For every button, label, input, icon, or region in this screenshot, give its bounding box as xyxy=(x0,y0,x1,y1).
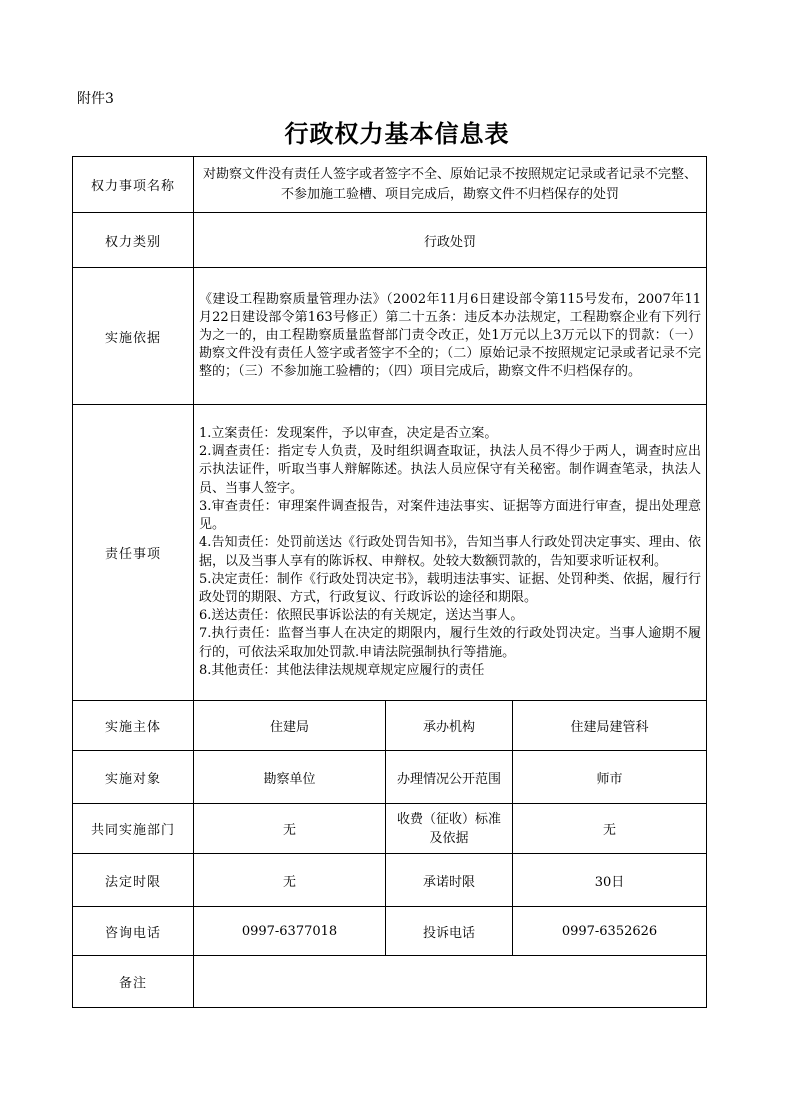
row-responsibility xyxy=(73,405,707,701)
row-joint xyxy=(73,804,707,854)
power-type-label: 权力类别 xyxy=(73,213,194,268)
power-name-label: 权力事项名称 xyxy=(73,157,194,213)
duty-item-1: 1.立案责任：发现案件，予以审查，决定是否立案。 xyxy=(199,426,498,442)
fee-standard-label: 收费（征收）标准及依据 xyxy=(386,804,513,854)
row-power-type xyxy=(73,213,707,268)
fee-standard-value: 无 xyxy=(513,804,707,854)
row-time-limit xyxy=(73,854,707,907)
consult-phone-value: 0997-6377018 xyxy=(194,907,386,956)
complaint-phone-value: 0997-6352626 xyxy=(513,907,707,956)
row-contact xyxy=(73,907,707,956)
legal-time-limit-value: 无 xyxy=(194,854,386,907)
info-table xyxy=(72,156,707,1008)
subject-label: 实施主体 xyxy=(73,701,194,751)
disclosure-scope-label: 办理情况公开范围 xyxy=(386,751,513,804)
row-subject xyxy=(73,701,707,751)
promised-time-limit-label: 承诺时限 xyxy=(386,854,513,907)
joint-department-value: 无 xyxy=(194,804,386,854)
row-target xyxy=(73,751,707,804)
power-type-value: 行政处罚 xyxy=(194,213,707,268)
agency-label: 承办机构 xyxy=(386,701,513,751)
duty-item-3: 3.审查责任：审理案件调查报告，对案件违法事实、证据等方面进行审查，提出处理意见。 xyxy=(199,498,702,533)
disclosure-scope-value: 师市 xyxy=(513,751,707,804)
complaint-phone-label: 投诉电话 xyxy=(386,907,513,956)
joint-department-label: 共同实施部门 xyxy=(73,804,194,854)
power-name-value: 对勘察文件没有责任人签字或者签字不全、原始记录不按照规定记录或者记录不完整、不参加施工验槽、项目完成后，勘察文件不归档保存的处罚 xyxy=(194,157,707,213)
duty-item-8: 8.其他责任：其他法律法规规章规定应履行的责任 xyxy=(199,662,485,678)
subject-value: 住建局 xyxy=(194,701,386,751)
attachment-label: 附件3 xyxy=(77,91,114,107)
agency-value: 住建局建管科 xyxy=(513,701,707,751)
basis-label: 实施依据 xyxy=(73,268,194,405)
duty-item-7: 7.执行责任：监督当事人在决定的期限内，履行生效的行政处罚决定。当事人逾期不履行的，可依法采取加处罚款.申请法院强制执行等措施。 xyxy=(199,626,702,660)
remark-label: 备注 xyxy=(73,956,194,1008)
row-power-name xyxy=(73,157,707,213)
basis-value: 《建设工程勘察质量管理办法》（2002年11月6日建设部令第115号发布，2007年11月22日建设部令第163号修正）第二十五条：违反本办法规定，工程勘察企业有下列行为之一的，由工程勘察质量监督部门责令改正，处1万元以上3万元以下的罚款：（一）勘察文件没有责任人签字或者签字不全的；（二）原始记录不按照规定记录或者记录不完整的；（三）不参加施工验槽的；（四）项目完成后，勘察文件不归档保存的。 xyxy=(194,268,707,405)
target-value: 勘察单位 xyxy=(194,751,386,804)
duty-item-2: 2.调查责任：指定专人负责，及时组织调查取证，执法人员不得少于两人，调查时应出示执法证件，听取当事人辩解陈述。执法人员应保守有关秘密。制作调查笔录，执法人员、当事人签字。 xyxy=(199,444,702,496)
page-title: 行政权力基本信息表 xyxy=(284,119,510,148)
target-label: 实施对象 xyxy=(73,751,194,804)
remark-value xyxy=(194,956,707,1008)
duty-item-5: 5.决定责任：制作《行政处罚决定书》，载明违法事实、证据、处罚种类、依据，履行行政处罚的期限、方式，行政复议、行政诉讼的途径和期限。 xyxy=(199,571,702,605)
responsibility-value xyxy=(194,405,707,701)
row-remark xyxy=(73,956,707,1008)
responsibility-label: 责任事项 xyxy=(73,405,194,701)
promised-time-limit-value: 30日 xyxy=(513,854,707,907)
row-basis xyxy=(73,268,707,405)
legal-time-limit-label: 法定时限 xyxy=(73,854,194,907)
duty-item-6: 6.送达责任：依照民事诉讼法的有关规定，送达当事人。 xyxy=(199,608,524,624)
duty-item-4: 4.告知责任：处罚前送达《行政处罚告知书》，告知当事人行政处罚决定事实、理由、依据，以及当事人享有的陈诉权、申辩权。处较大数额罚款的，告知要求听证权利。 xyxy=(199,535,702,569)
consult-phone-label: 咨询电话 xyxy=(73,907,194,956)
